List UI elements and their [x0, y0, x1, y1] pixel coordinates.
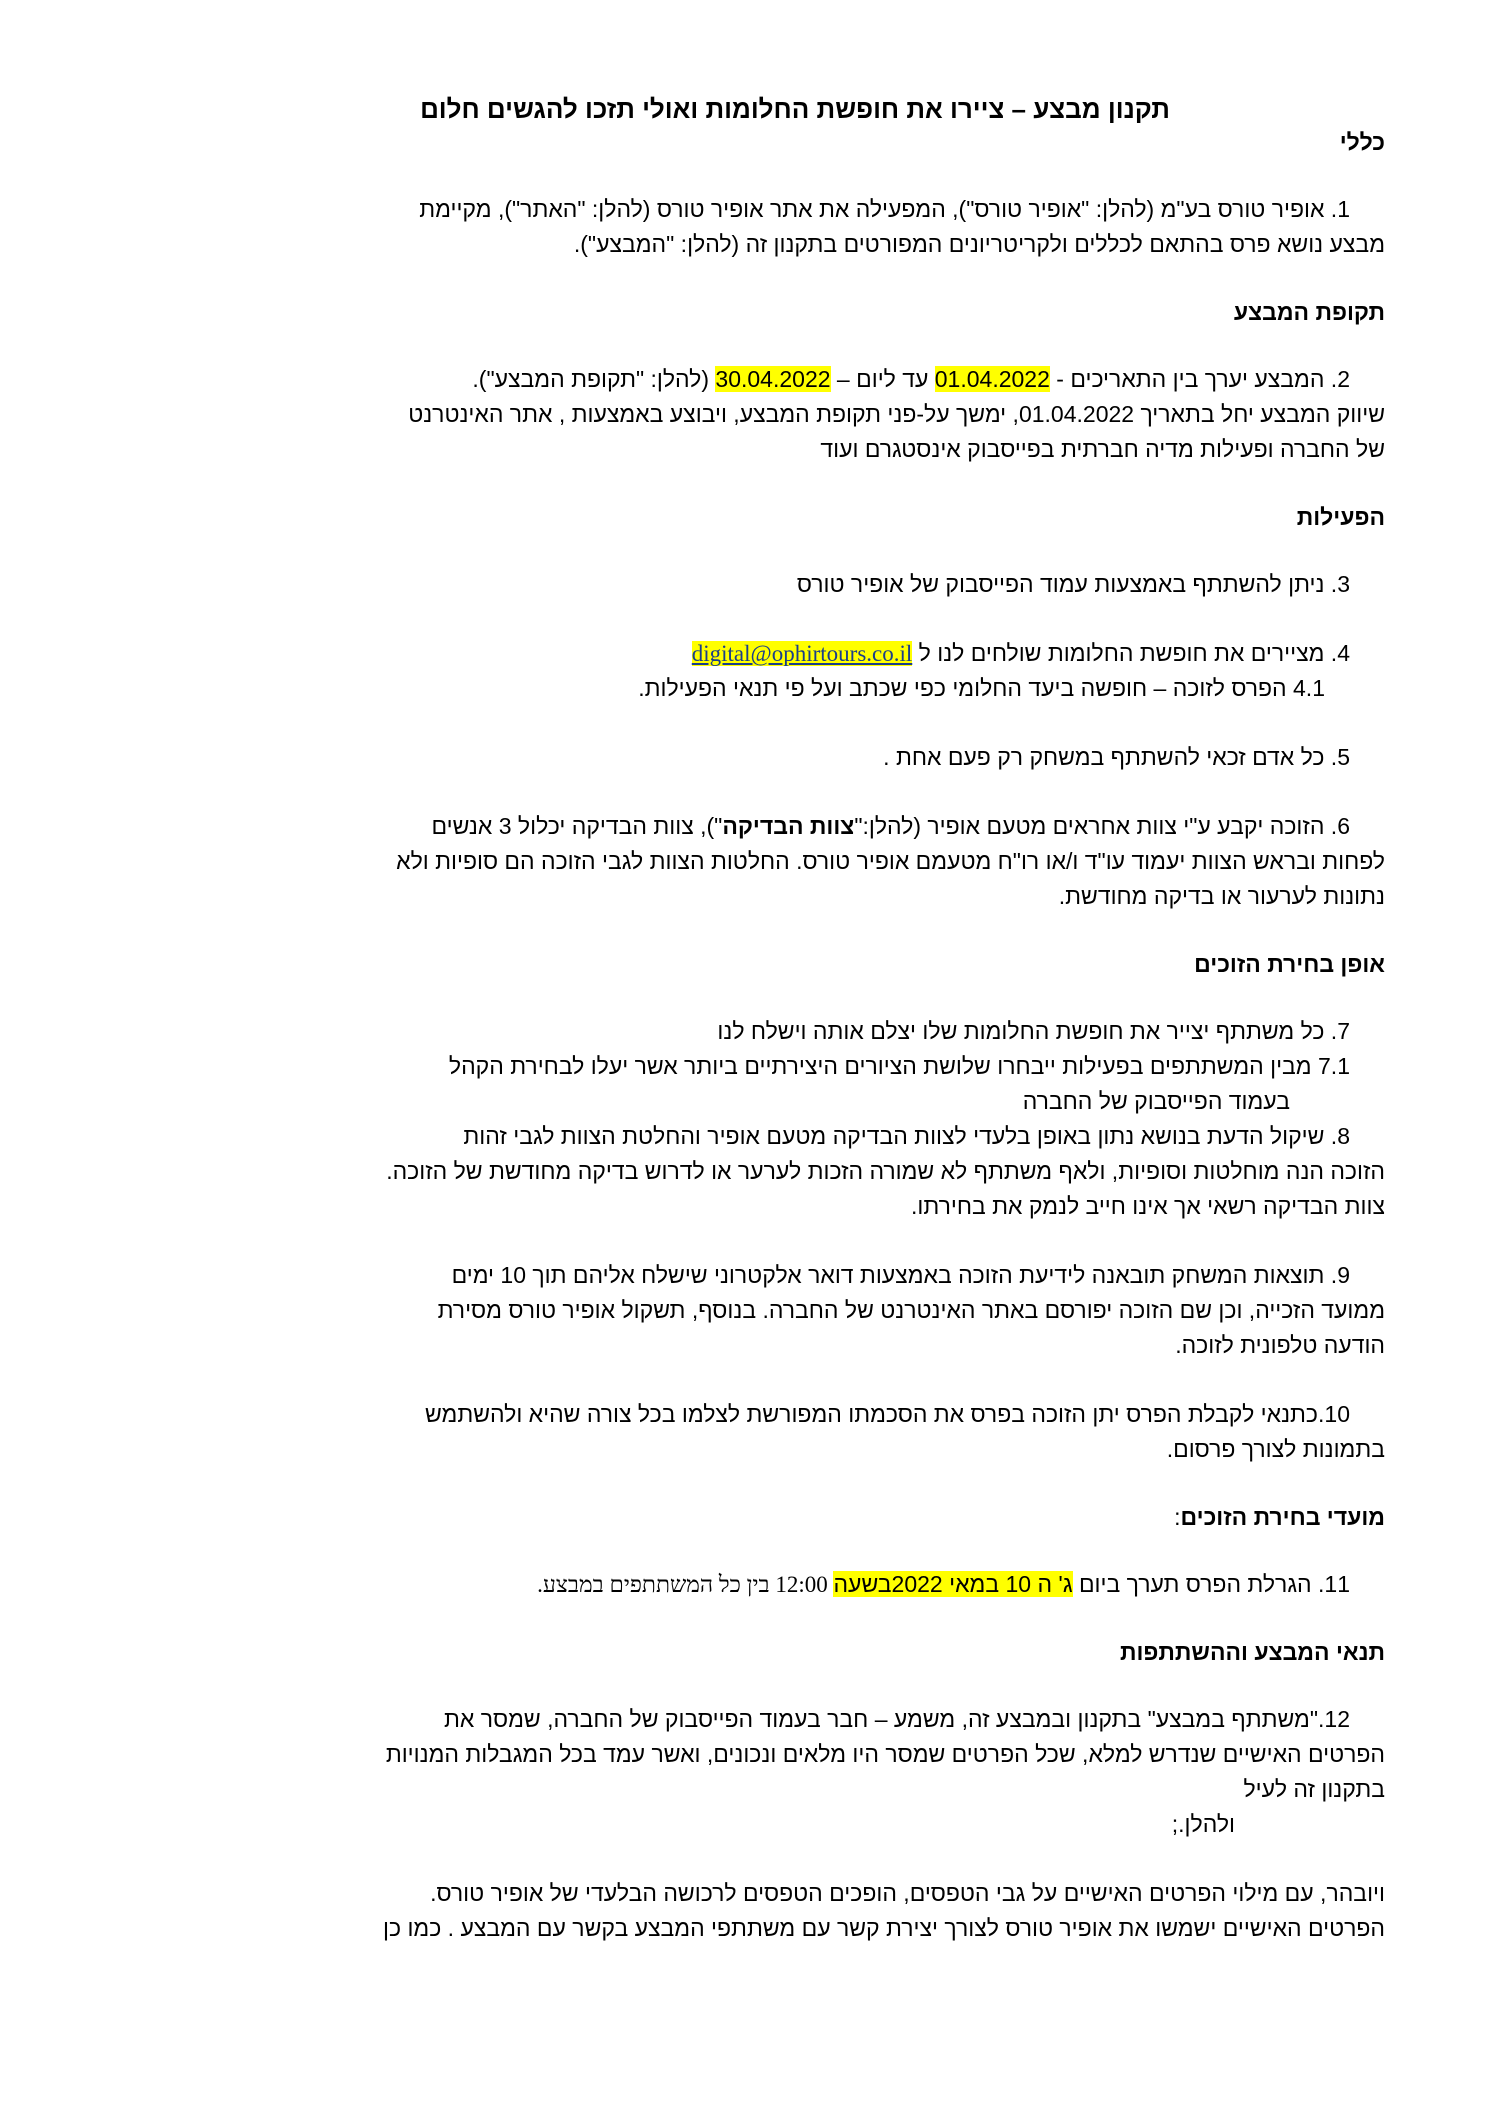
clause-6-line-2: לפחות ובראש הצוות יעמוד עו"ד ו/או רו"ח מטעמם אופיר טורס. החלטות הצוות לגבי הזוכה הם סופיות ולא — [396, 848, 1385, 874]
clause-6-pre: 6. הזוכה יקבע ע"י צוות אחראים מטעם אופיר (להלן:" — [854, 813, 1350, 839]
clause-2-line-2: שיווק המבצע יחל בתאריך 01.04.2022, ימשך על-פני תקופת המבצע, ויבוצע באמצעות , אתר האינטרנט — [408, 401, 1385, 427]
clause-11-pre: 11. הגרלת הפרס תערך ביום — [1072, 1571, 1350, 1597]
end-date: 30.04.2022 — [715, 366, 831, 392]
clause-9-line-3: הודעה טלפונית לזוכה. — [1175, 1332, 1385, 1358]
clause-4-1: 4.1 הפרס לזוכה – חופשה ביעד החלומי כפי שכתב ועל פי תנאי הפעילות. — [638, 675, 1325, 701]
clause-6-bold: צוות הבדיקה — [722, 813, 855, 839]
paragraph-13-line-2: הפרטים האישיים ישמשו את אופיר טורס לצורך יצירת קשר עם משתתפי המבצע בקשר עם המבצע . כמו כן — [383, 1915, 1385, 1941]
section-heading-dates — [145, 1501, 1385, 1533]
clause-1-line-1: 1. אופיר טורס בע"מ (להלן: "אופיר טורס"), המפעילה את אתר אופיר טורס (להלן: "האתר"), מקיימת — [419, 196, 1350, 222]
section-heading-dates-colon: : — [1174, 1504, 1181, 1530]
clause-12-line-1: 12."משתתף במבצע" בתקנון ובמבצע זה, משמע – חבר בעמוד הפייסבוק של החברה, שמסר את — [444, 1706, 1350, 1732]
clause-4-text: 4. מציירים את חופשת החלומות שולחים לנו ל — [912, 640, 1350, 666]
clause-4 — [145, 636, 1385, 671]
clause-6-line-3: נתונות לערעור או בדיקה מחודשת. — [1058, 883, 1385, 909]
clause-11 — [145, 1567, 1385, 1602]
clause-8-line-3: צוות הבדיקה רשאי אך אינו חייב לנמק את בחירתו. — [911, 1193, 1385, 1219]
clause-2-post: (להלן: "תקופת המבצע"). — [472, 366, 716, 392]
clause-6-line-1 — [145, 809, 1385, 844]
clause-5: 5. כל אדם זכאי להשתתף במשחק רק פעם אחת . — [883, 744, 1350, 770]
document-page — [145, 92, 1385, 1946]
clause-12-line-4: ולהלן.; — [1171, 1811, 1235, 1837]
clause-10-line-1: 10.כתנאי לקבלת הפרס יתן הזוכה בפרס את הסכמתו המפורשת לצלמו בכל צורה שהיא ולהשתמש — [424, 1401, 1350, 1427]
section-heading-terms: תנאי המבצע וההשתתפות — [1119, 1639, 1385, 1665]
section-heading-period: תקופת המבצע — [1233, 299, 1385, 325]
clause-8-line-2: הזוכה הנה מוחלטות וסופיות, ולאף משתתף לא שמורה הזכות לערער או לדרוש בדיקה מחודשת של הזוכה. — [386, 1158, 1385, 1184]
clause-6-post: "), צוות הבדיקה יכלול 3 אנשים — [431, 813, 723, 839]
clause-1-line-2: מבצע נושא פרס בהתאם לכללים ולקריטריונים המפורטים בתקנון זה (להלן: "המבצע"). — [573, 231, 1385, 257]
clause-7: 7. כל משתתף יצייר את חופשת החלומות שלו יצלם אותה וישלח לנו — [717, 1018, 1350, 1044]
section-heading-dates-text: מועדי בחירת הזוכים — [1180, 1504, 1385, 1530]
email-link[interactable]: digital@ophirtours.co.il — [691, 641, 913, 666]
clause-9-line-1: 9. תוצאות המשחק תובאנה לידיעת הזוכה באמצעות דואר אלקטרוני שישלח אליהם תוך 10 ימים — [451, 1262, 1350, 1288]
start-date: 01.04.2022 — [934, 366, 1050, 392]
document-title: תקנון מבצע – ציירו את חופשת החלומות ואולי תזכו להגשים חלום — [420, 94, 1170, 124]
clause-2-line-3: של החברה ופעילות מדיה חברתית בפייסבוק אינסטגרם ועוד — [820, 436, 1385, 462]
clause-7-1-line-1: 7.1 מבין המשתתפים בפעילות ייבחרו שלושת הציורים היצירתיים ביותר אשר יעלו לבחירת הקהל — [448, 1053, 1350, 1079]
clause-2-line-1 — [145, 362, 1385, 397]
draw-date: ג' ה 10 במאי 2022בשעה — [833, 1571, 1073, 1597]
section-heading-selection: אופן בחירת הזוכים — [1194, 951, 1385, 977]
clause-11-post: 12:00 בין כל המשתתפים במבצע. — [537, 1572, 834, 1597]
clause-9-line-2: ממועד הזכייה, וכן שם הזוכה יפורסם באתר האינטרנט של החברה. בנוסף, תשקול אופיר טורס מסירת — [437, 1297, 1385, 1323]
clause-12-line-2: הפרטים האישיים שנדרש למלא, שכל הפרטים שמסר היו מלאים ונכונים, ואשר עמד בכל המגבלות המנויות — [385, 1741, 1385, 1767]
clause-2-pre: 2. המבצע יערך בין התאריכים - — [1049, 366, 1350, 392]
section-heading-activities: הפעילות — [1296, 504, 1385, 530]
clause-10-line-2: בתמונות לצורך פרסום. — [1166, 1436, 1385, 1462]
paragraph-13-line-1: ויובהר, עם מילוי הפרטים האישיים על גבי הטפסים, הופכים הטפסים לרכושה הבלעדי של אופיר טורס. — [430, 1880, 1385, 1906]
section-heading-general: כללי — [1339, 129, 1385, 155]
clause-7-1-line-2: בעמוד הפייסבוק של החברה — [1022, 1088, 1290, 1114]
clause-8-line-1: 8. שיקול הדעת בנושא נתון באופן בלעדי לצוות הבדיקה מטעם אופיר והחלטת הצוות לגבי זהות — [463, 1123, 1350, 1149]
clause-3: 3. ניתן להשתתף באמצעות עמוד הפייסבוק של אופיר טורס — [796, 571, 1350, 597]
clause-2-mid: עד ליום – — [830, 366, 935, 392]
clause-12-line-3: בתקנון זה לעיל — [1243, 1776, 1385, 1802]
